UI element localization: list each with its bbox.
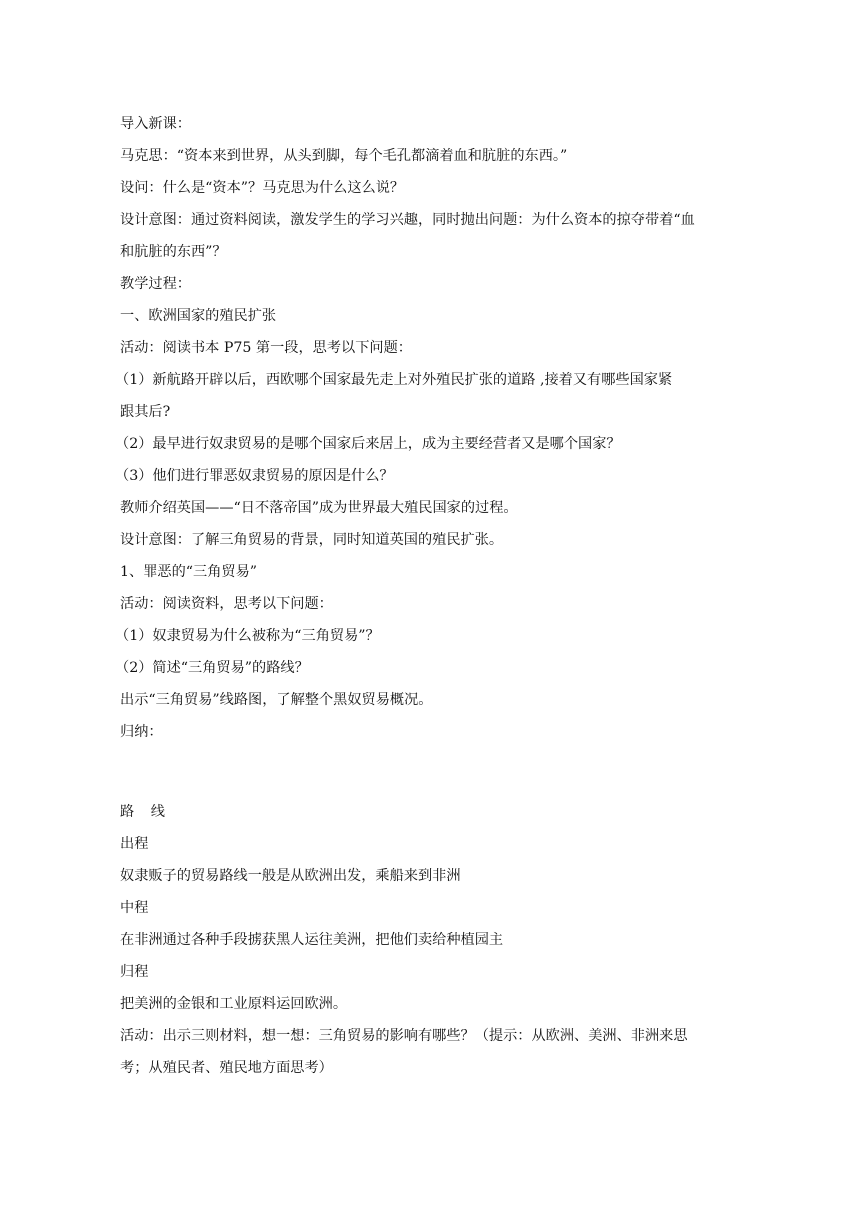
question-item-5: （2）简述“三角贸易”的路线？: [115, 660, 309, 676]
section-heading-process: 教学过程：: [120, 276, 191, 292]
document-body: [115, 108, 742, 1084]
marx-quote: 马克思：“资本来到世界，从头到脚，每个毛孔都滴着血和肮脏的东西。”: [120, 148, 568, 164]
question-item-2: （2）最早进行奴隶贸易的是哪个国家后来居上，成为主要经营者又是哪个国家？: [115, 436, 621, 452]
question-item-4: （1）奴隶贸易为什么被称为“三角贸易”？: [115, 628, 380, 644]
route-label: 路 线: [120, 804, 171, 820]
blank-gap-small: [120, 780, 742, 796]
teacher-intro-paragraph: 教师介绍英国——“日不落帝国”成为世界最大殖民国家的过程。: [120, 500, 518, 516]
subsection-heading-triangle: 1、罪恶的“三角贸易”: [120, 564, 258, 580]
design-intent-paragraph-2: 设计意图：了解三角贸易的背景，同时知道英国的殖民扩张。: [120, 532, 504, 548]
route-map-paragraph: 出示“三角贸易”线路图，了解整个黑奴贸易概况。: [120, 692, 433, 708]
middle-passage-description: 在非洲通过各种手段掳获黑人运往美洲，把他们卖给种植园主: [120, 932, 504, 948]
activity-paragraph-3-cont: 考；从殖民者、殖民地方面思考）: [120, 1060, 333, 1076]
outbound-label: 出程: [120, 836, 149, 852]
activity-paragraph-3: 活动：出示三则材料，想一想：三角贸易的影响有哪些？（提示：从欧洲、美洲、非洲来思: [120, 1028, 688, 1044]
activity-paragraph: 活动：阅读书本 P75 第一段，思考以下问题：: [120, 340, 412, 356]
question-item-1-cont: 跟其后?: [120, 404, 171, 420]
question-item-1: （1）新航路开辟以后，西欧哪个国家最先走上对外殖民扩张的道路 ,接着又有哪些国家紧: [115, 372, 673, 388]
question-item-3: （3）他们进行罪恶奴隶贸易的原因是什么？: [115, 468, 394, 484]
section-heading-intro: 导入新课：: [120, 116, 191, 132]
question-paragraph: 设问：什么是“资本”？马克思为什么这么说？: [120, 180, 405, 196]
middle-passage-label: 中程: [120, 900, 149, 916]
return-description: 把美洲的金银和工业原料运回欧洲。: [120, 996, 348, 1012]
design-intent-paragraph: 设计意图：通过资料阅读，激发学生的学习兴趣，同时抛出问题：为什么资本的掠夺带着“血: [120, 212, 695, 228]
return-label: 归程: [120, 964, 149, 980]
blank-gap: [120, 748, 742, 780]
outbound-description: 奴隶贩子的贸易路线一般是从欧洲出发，乘船来到非洲: [120, 868, 461, 884]
design-intent-paragraph-cont: 和肮脏的东西”？: [120, 244, 227, 260]
summary-heading: 归纳：: [120, 724, 163, 740]
subsection-heading-colonial: 一、欧洲国家的殖民扩张: [120, 308, 277, 324]
activity-paragraph-2: 活动：阅读资料，思考以下问题：: [120, 596, 333, 612]
